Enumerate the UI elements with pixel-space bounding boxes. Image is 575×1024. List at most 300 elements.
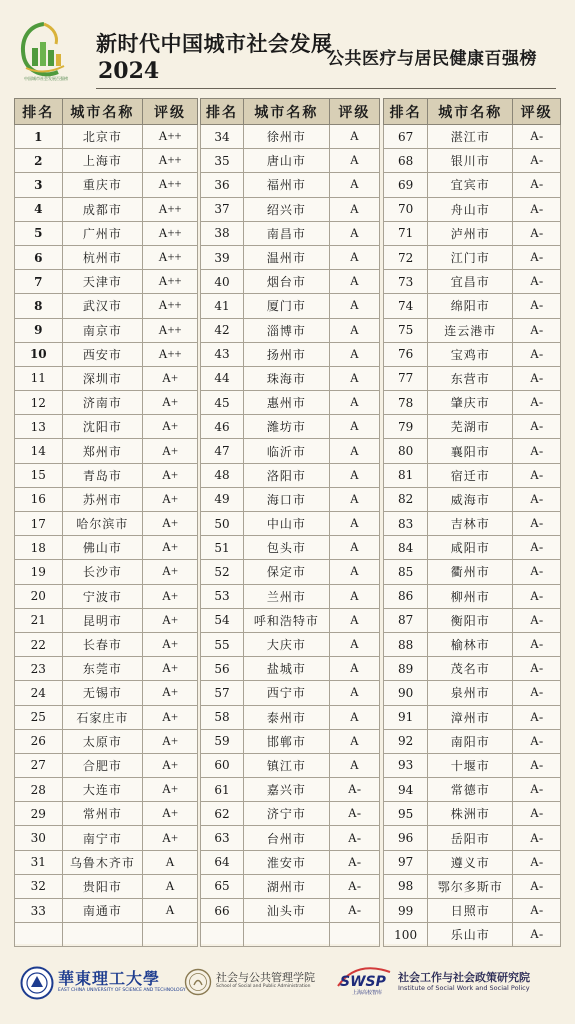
grade-cell: A+ (143, 778, 198, 802)
grade-cell: A++ (143, 197, 198, 221)
grade-cell: A+ (143, 608, 198, 632)
city-name-cell: 保定市 (243, 560, 329, 584)
city-name-cell: 徐州市 (243, 125, 329, 149)
grade-cell: A- (513, 850, 561, 874)
table-row (15, 850, 198, 874)
rank-cell: 78 (384, 391, 428, 415)
rank-cell: 6 (15, 245, 63, 269)
city-name-cell: 佛山市 (62, 536, 143, 560)
column-header-city: 城市名称 (428, 99, 513, 125)
city-name-cell: 泉州市 (428, 681, 513, 705)
grade-cell: A- (513, 294, 561, 318)
grade-cell: A- (513, 802, 561, 826)
ecust-emblem-icon (20, 966, 54, 1000)
rank-cell: 67 (384, 125, 428, 149)
grade-cell: A- (513, 826, 561, 850)
table-row (201, 391, 380, 415)
table-row (15, 512, 198, 536)
city-name-cell: 临沂市 (243, 439, 329, 463)
grade-cell (329, 923, 379, 947)
page-title: 新时代中国城市社会发展 (96, 31, 333, 56)
grade-cell: A- (513, 705, 561, 729)
city-name-cell: 长春市 (62, 632, 143, 656)
grade-cell: A (329, 729, 379, 753)
table-row (15, 294, 198, 318)
swsp-logo-icon (336, 964, 392, 996)
grade-cell: A- (513, 245, 561, 269)
grade-cell: A+ (143, 560, 198, 584)
table-row (384, 391, 561, 415)
rank-cell: 60 (201, 753, 244, 777)
rank-cell: 83 (384, 512, 428, 536)
table-row (384, 415, 561, 439)
grade-cell: A (329, 584, 379, 608)
grade-cell: A (329, 657, 379, 681)
city-name-cell: 沈阳市 (62, 415, 143, 439)
rank-cell: 39 (201, 245, 244, 269)
rank-cell: 40 (201, 270, 244, 294)
rank-cell: 28 (15, 778, 63, 802)
city-name-cell: 汕头市 (243, 899, 329, 923)
city-name-cell: 东营市 (428, 366, 513, 390)
grade-cell: A- (513, 536, 561, 560)
rank-cell: 73 (384, 270, 428, 294)
rank-cell: 12 (15, 391, 63, 415)
rank-cell: 43 (201, 342, 244, 366)
page-year: 2024 (98, 58, 160, 84)
rank-cell: 98 (384, 874, 428, 898)
ranking-table-3 (383, 98, 561, 944)
ecust-english-name: EAST CHINA UNIVERSITY OF SCIENCE AND TECHNOLOGY (58, 988, 186, 993)
rank-cell: 8 (15, 294, 63, 318)
city-name-cell: 宜宾市 (428, 173, 513, 197)
rank-cell: 25 (15, 705, 63, 729)
city-name-cell: 绵阳市 (428, 294, 513, 318)
city-name-cell: 威海市 (428, 487, 513, 511)
city-name-cell: 宝鸡市 (428, 342, 513, 366)
rank-cell: 61 (201, 778, 244, 802)
city-name-cell: 淄博市 (243, 318, 329, 342)
rank-cell: 19 (15, 560, 63, 584)
table-row (201, 318, 380, 342)
rank-cell: 77 (384, 366, 428, 390)
grade-cell: A- (513, 463, 561, 487)
grade-cell: A (329, 487, 379, 511)
grade-cell: A- (513, 584, 561, 608)
table-row (15, 632, 198, 656)
table-row (384, 536, 561, 560)
rank-cell: 22 (15, 632, 63, 656)
rank-cell: 9 (15, 318, 63, 342)
rank-cell: 90 (384, 681, 428, 705)
grade-cell: A- (513, 657, 561, 681)
grade-cell: A (329, 560, 379, 584)
table-row (201, 802, 380, 826)
rank-cell: 69 (384, 173, 428, 197)
table-row (15, 681, 198, 705)
table-row (15, 826, 198, 850)
rank-cell: 18 (15, 536, 63, 560)
city-name-cell: 台州市 (243, 826, 329, 850)
rank-cell: 33 (15, 899, 63, 923)
grade-cell: A+ (143, 632, 198, 656)
city-name-cell: 襄阳市 (428, 439, 513, 463)
grade-cell: A+ (143, 657, 198, 681)
city-name-cell: 济宁市 (243, 802, 329, 826)
rank-cell: 41 (201, 294, 244, 318)
table-row (201, 270, 380, 294)
city-name-cell: 茂名市 (428, 657, 513, 681)
grade-cell (143, 923, 198, 947)
city-name-cell: 肇庆市 (428, 391, 513, 415)
column-header-grade: 评级 (329, 99, 379, 125)
rank-cell: 97 (384, 850, 428, 874)
city-name-cell: 杭州市 (62, 245, 143, 269)
grade-cell: A (143, 899, 198, 923)
grade-cell: A- (513, 439, 561, 463)
table-row (15, 536, 198, 560)
city-name-cell: 烟台市 (243, 270, 329, 294)
rank-cell: 59 (201, 729, 244, 753)
rank-cell: 46 (201, 415, 244, 439)
rank-cell: 65 (201, 874, 244, 898)
rank-cell: 76 (384, 342, 428, 366)
column-header-grade: 评级 (513, 99, 561, 125)
grade-cell: A- (329, 778, 379, 802)
city-name-cell: 兰州市 (243, 584, 329, 608)
rank-cell: 55 (201, 632, 244, 656)
rank-cell: 85 (384, 560, 428, 584)
grade-cell: A+ (143, 415, 198, 439)
table-row (384, 197, 561, 221)
city-name-cell: 合肥市 (62, 753, 143, 777)
city-name-cell: 乌鲁木齐市 (62, 850, 143, 874)
rank-cell: 17 (15, 512, 63, 536)
grade-cell: A- (513, 560, 561, 584)
city-name-cell: 遵义市 (428, 850, 513, 874)
grade-cell: A (329, 125, 379, 149)
grade-cell: A- (513, 512, 561, 536)
grade-cell: A- (329, 850, 379, 874)
table-row (15, 560, 198, 584)
city-name-cell: 长沙市 (62, 560, 143, 584)
rank-cell: 80 (384, 439, 428, 463)
city-name-cell: 宿迁市 (428, 463, 513, 487)
grade-cell: A- (513, 197, 561, 221)
table-row (384, 221, 561, 245)
rank-cell: 11 (15, 366, 63, 390)
city-name-cell: 天津市 (62, 270, 143, 294)
header (0, 0, 575, 92)
ecust-name: 華東理工大學 (58, 969, 161, 988)
city-name-cell: 包头市 (243, 536, 329, 560)
rank-cell: 5 (15, 221, 63, 245)
table-row (201, 536, 380, 560)
rank-cell (201, 923, 244, 947)
table-row (15, 874, 198, 898)
city-name-cell: 衡阳市 (428, 608, 513, 632)
table-row (201, 874, 380, 898)
city-name-cell: 上海市 (62, 149, 143, 173)
sspa-emblem-icon (184, 968, 212, 996)
grade-cell: A (329, 294, 379, 318)
city-name-cell: 绍兴市 (243, 197, 329, 221)
ranking-table-1 (14, 98, 198, 944)
table-row (15, 391, 198, 415)
city-name-cell: 济南市 (62, 391, 143, 415)
table-row (201, 632, 380, 656)
rank-cell: 13 (15, 415, 63, 439)
grade-cell: A++ (143, 294, 198, 318)
ranking-table-2 (200, 98, 380, 944)
table-row (384, 512, 561, 536)
city-name-cell: 泸州市 (428, 221, 513, 245)
rank-cell: 75 (384, 318, 428, 342)
table-row (15, 657, 198, 681)
rank-cell: 57 (201, 681, 244, 705)
city-name-cell: 洛阳市 (243, 463, 329, 487)
city-name-cell: 衢州市 (428, 560, 513, 584)
grade-cell: A- (513, 366, 561, 390)
grade-cell: A- (513, 778, 561, 802)
grade-cell: A- (513, 923, 561, 947)
table-row (384, 778, 561, 802)
city-name-cell: 江门市 (428, 245, 513, 269)
grade-cell: A- (513, 270, 561, 294)
title-divider (96, 88, 556, 89)
city-name-cell: 株洲市 (428, 802, 513, 826)
city-name-cell: 榆林市 (428, 632, 513, 656)
table-row (15, 415, 198, 439)
city-name-cell: 西安市 (62, 342, 143, 366)
grade-cell: A (329, 536, 379, 560)
swsp-english-name: Institute of Social Work and Social Policy (398, 984, 530, 992)
rank-cell: 58 (201, 705, 244, 729)
grade-cell: A- (513, 125, 561, 149)
table-row (384, 342, 561, 366)
table-row (384, 584, 561, 608)
grade-cell: A- (513, 729, 561, 753)
table-row (15, 729, 198, 753)
rank-cell: 70 (384, 197, 428, 221)
table-row (384, 899, 561, 923)
rank-cell: 89 (384, 657, 428, 681)
city-name-cell: 呼和浩特市 (243, 608, 329, 632)
city-name-cell: 唐山市 (243, 149, 329, 173)
rank-cell: 38 (201, 221, 244, 245)
grade-cell: A+ (143, 826, 198, 850)
city-name-cell: 重庆市 (62, 173, 143, 197)
rank-cell: 21 (15, 608, 63, 632)
rank-cell: 99 (384, 899, 428, 923)
city-name-cell: 大庆市 (243, 632, 329, 656)
rank-cell: 26 (15, 729, 63, 753)
grade-cell: A++ (143, 270, 198, 294)
city-name-cell: 贵阳市 (62, 874, 143, 898)
city-name-cell: 深圳市 (62, 366, 143, 390)
grade-cell: A (329, 608, 379, 632)
grade-cell: A (329, 173, 379, 197)
city-name-cell: 青岛市 (62, 463, 143, 487)
city-name-cell: 乐山市 (428, 923, 513, 947)
table-row (201, 753, 380, 777)
rank-cell: 91 (384, 705, 428, 729)
table-row (201, 584, 380, 608)
rank-cell: 56 (201, 657, 244, 681)
city-name-cell (243, 923, 329, 947)
rank-cell: 23 (15, 657, 63, 681)
city-name-cell: 岳阳市 (428, 826, 513, 850)
city-name-cell: 温州市 (243, 245, 329, 269)
rank-cell: 72 (384, 245, 428, 269)
city-name-cell: 湖州市 (243, 874, 329, 898)
city-name-cell: 东莞市 (62, 657, 143, 681)
grade-cell: A+ (143, 705, 198, 729)
rank-cell: 88 (384, 632, 428, 656)
city-name-cell: 南京市 (62, 318, 143, 342)
sspa-english-name: School of Social and Public Administration (216, 984, 311, 989)
table-row (384, 270, 561, 294)
grade-cell: A++ (143, 125, 198, 149)
grade-cell: A (329, 221, 379, 245)
logo-caption: 中国城市社会发展百强榜 (24, 76, 68, 81)
city-name-cell: 吉林市 (428, 512, 513, 536)
city-name-cell: 扬州市 (243, 342, 329, 366)
rank-cell: 37 (201, 197, 244, 221)
table-row (15, 778, 198, 802)
city-name-cell: 日照市 (428, 899, 513, 923)
city-name-cell: 银川市 (428, 149, 513, 173)
table-row (384, 245, 561, 269)
rank-cell: 48 (201, 463, 244, 487)
rank-cell: 1 (15, 125, 63, 149)
table-row (201, 439, 380, 463)
city-name-cell: 泰州市 (243, 705, 329, 729)
table-row (15, 221, 198, 245)
city-name-cell: 中山市 (243, 512, 329, 536)
grade-cell: A- (329, 874, 379, 898)
table-row (201, 899, 380, 923)
table-row (15, 705, 198, 729)
table-row (15, 173, 198, 197)
table-row (15, 245, 198, 269)
table-row (384, 874, 561, 898)
rank-cell: 24 (15, 681, 63, 705)
column-header-city: 城市名称 (62, 99, 143, 125)
grade-cell: A- (513, 149, 561, 173)
grade-cell: A+ (143, 366, 198, 390)
grade-cell: A (329, 415, 379, 439)
grade-cell: A++ (143, 173, 198, 197)
city-name-cell: 无锡市 (62, 681, 143, 705)
table-row (384, 608, 561, 632)
table-row (201, 463, 380, 487)
table-row (201, 850, 380, 874)
grade-cell: A- (513, 173, 561, 197)
grade-cell: A- (329, 826, 379, 850)
table-row (201, 923, 380, 947)
grade-cell: A- (513, 415, 561, 439)
rank-cell: 14 (15, 439, 63, 463)
svg-text:上海高校智库: 上海高校智库 (352, 990, 383, 996)
table-row (201, 560, 380, 584)
city-name-cell: 芜湖市 (428, 415, 513, 439)
city-name-cell: 鄂尔多斯市 (428, 874, 513, 898)
city-name-cell: 哈尔滨市 (62, 512, 143, 536)
grade-cell: A (329, 439, 379, 463)
city-name-cell: 淮安市 (243, 850, 329, 874)
rank-cell: 45 (201, 391, 244, 415)
table-row (384, 850, 561, 874)
city-name-cell: 苏州市 (62, 487, 143, 511)
table-row (384, 681, 561, 705)
city-name-cell: 宜昌市 (428, 270, 513, 294)
city-name-cell: 北京市 (62, 125, 143, 149)
table-row (15, 608, 198, 632)
city-name-cell: 太原市 (62, 729, 143, 753)
rank-cell: 64 (201, 850, 244, 874)
city-name-cell: 珠海市 (243, 366, 329, 390)
table-row (201, 342, 380, 366)
table-row (201, 681, 380, 705)
table-row (384, 294, 561, 318)
table-row (384, 802, 561, 826)
grade-cell: A+ (143, 512, 198, 536)
grade-cell: A+ (143, 391, 198, 415)
grade-cell: A (329, 342, 379, 366)
rank-cell: 84 (384, 536, 428, 560)
table-row (15, 899, 198, 923)
rank-cell: 94 (384, 778, 428, 802)
grade-cell: A+ (143, 584, 198, 608)
rank-cell: 20 (15, 584, 63, 608)
table-row (384, 657, 561, 681)
rank-cell: 87 (384, 608, 428, 632)
city-name-cell: 福州市 (243, 173, 329, 197)
grade-cell: A++ (143, 221, 198, 245)
grade-cell: A (329, 681, 379, 705)
rank-cell: 31 (15, 850, 63, 874)
table-row (201, 657, 380, 681)
city-name-cell: 咸阳市 (428, 536, 513, 560)
table-row (384, 149, 561, 173)
rank-cell: 29 (15, 802, 63, 826)
column-header-rank: 排名 (384, 99, 428, 125)
grade-cell: A (143, 850, 198, 874)
rank-cell: 66 (201, 899, 244, 923)
city-name-cell: 潍坊市 (243, 415, 329, 439)
rank-cell: 92 (384, 729, 428, 753)
grade-cell: A (329, 512, 379, 536)
grade-cell: A- (513, 391, 561, 415)
rank-cell: 74 (384, 294, 428, 318)
footer (0, 954, 575, 1024)
table-row (15, 342, 198, 366)
city-development-logo-icon (14, 18, 74, 82)
grade-cell: A- (513, 342, 561, 366)
grade-cell: A- (513, 318, 561, 342)
grade-cell: A (143, 874, 198, 898)
grade-cell: A- (513, 874, 561, 898)
table-row (384, 705, 561, 729)
grade-cell: A+ (143, 753, 198, 777)
grade-cell: A++ (143, 149, 198, 173)
city-name-cell: 石家庄市 (62, 705, 143, 729)
grade-cell: A+ (143, 439, 198, 463)
grade-cell: A (329, 366, 379, 390)
grade-cell: A (329, 391, 379, 415)
city-name-cell: 南宁市 (62, 826, 143, 850)
